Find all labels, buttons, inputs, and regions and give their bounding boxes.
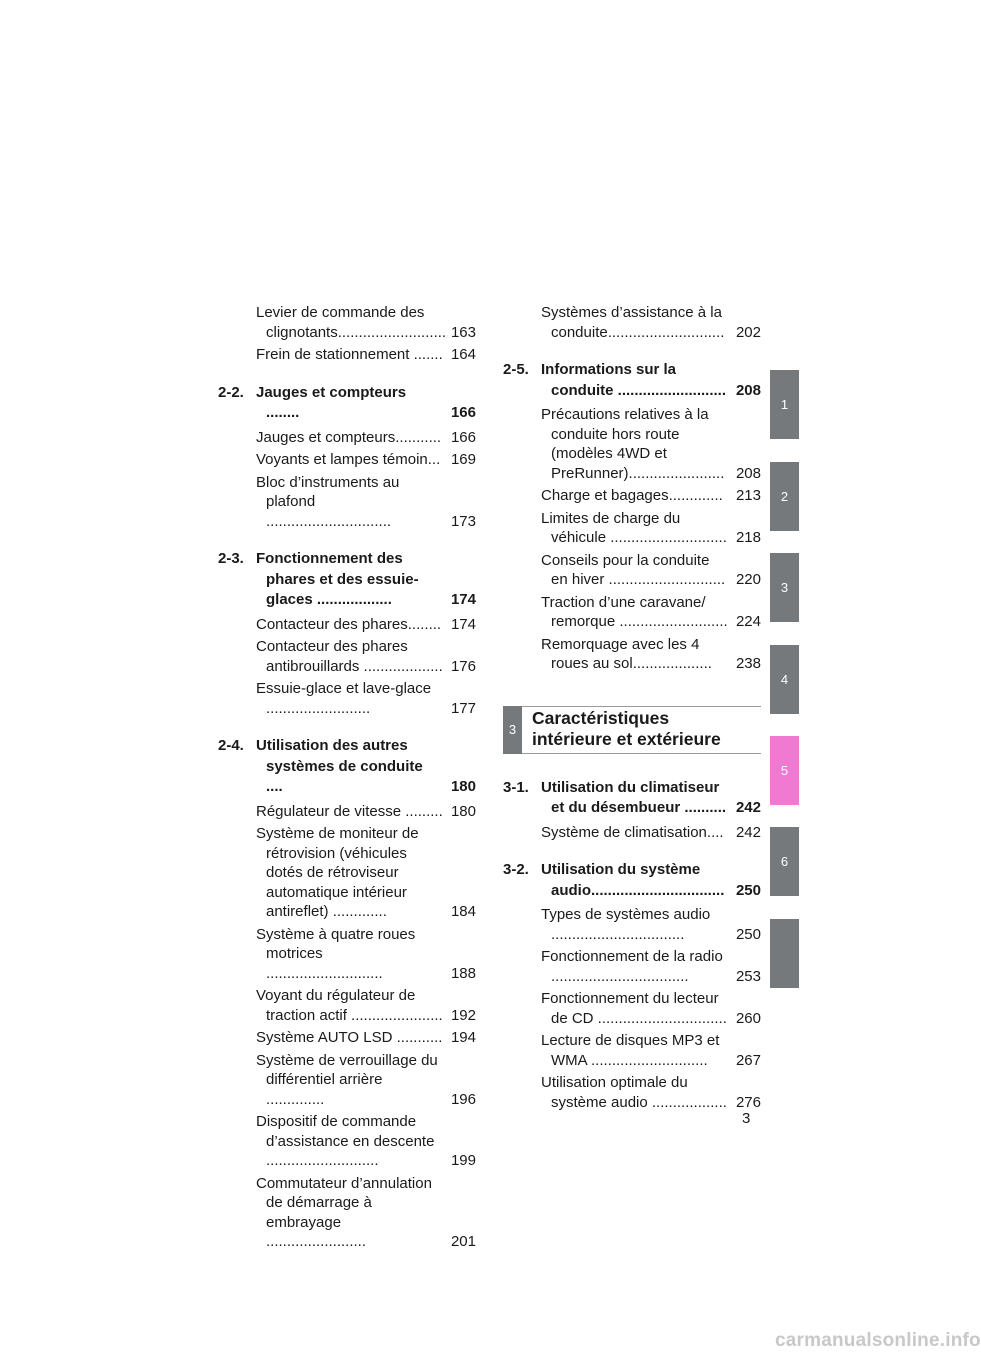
toc-section-2-4[interactable]: 2-4. Utilisation des autres systèmes de conduite .... 180 (218, 737, 476, 795)
toc-entry[interactable]: Limites de charge du véhicule ............................ 218 (541, 509, 761, 546)
page-number: 3 (742, 1110, 751, 1127)
chapter-tab-3[interactable]: 3 (770, 553, 799, 622)
toc-entry[interactable]: Contacteur des phares antibrouillards ................... 176 (256, 638, 476, 675)
chapter-tab-7[interactable] (770, 919, 799, 988)
toc-entry[interactable]: Conseils pour la conduite en hiver ............................ 220 (541, 551, 761, 588)
toc-entry[interactable]: Frein de stationnement ....... 164 (256, 346, 476, 363)
toc-entry[interactable]: Système AUTO LSD ........... 194 (256, 1029, 476, 1046)
chapter-tab-5-active[interactable]: 5 (770, 736, 799, 805)
toc-entry[interactable]: Traction d’une caravane/ remorque .......................... 224 (541, 593, 761, 630)
chapter-tab-6[interactable]: 6 (770, 827, 799, 896)
chapter-number-badge: 3 (503, 706, 522, 754)
toc-entry[interactable]: Voyants et lampes témoin... 169 (256, 451, 476, 468)
toc-left-column (218, 303, 476, 1255)
toc-entry[interactable]: Voyant du régulateur de traction actif ...................... 192 (256, 987, 476, 1024)
toc-entry[interactable]: Système de moniteur de rétrovision (véhicules dotés de rétroviseur automatique intérieur antireflet) ............. 184 (256, 825, 476, 920)
toc-entry[interactable]: Précautions relatives à la conduite hors route (modèles 4WD et PreRunner)....................... 208 (541, 406, 761, 482)
toc-entry[interactable]: Contacteur des phares........ 174 (256, 615, 476, 633)
toc-entry[interactable]: Remorquage avec les 4 roues au sol................... 238 (541, 635, 761, 672)
chapter-header[interactable] (503, 706, 761, 754)
toc-entry[interactable]: Utilisation optimale du système audio .................. 276 (541, 1074, 761, 1111)
toc-entry[interactable]: Fonctionnement du lecteur de CD ............................... 260 (541, 990, 761, 1027)
chapter-title: Caractéristiques intérieure et extérieure (532, 707, 721, 749)
toc-entry[interactable]: Levier de commande des clignotants.......................... 163 (256, 304, 476, 341)
toc-entry[interactable]: Lecture de disques MP3 et WMA ............................ 267 (541, 1032, 761, 1069)
toc-entry[interactable]: Systèmes d’assistance à la conduite............................ 202 (541, 304, 761, 341)
toc-section-2-2[interactable]: 2-2. Jauges et compteurs ........ 166 (218, 383, 476, 421)
toc-entry[interactable]: Charge et bagages............. 213 (541, 487, 761, 504)
toc-section-3-1[interactable]: 3-1. Utilisation du climatiseur et du désembueur .......... 242 (503, 778, 761, 816)
chapter-tab-4[interactable]: 4 (770, 645, 799, 714)
toc-entry[interactable]: Bloc d’instruments au plafond .............................. 173 (256, 473, 476, 530)
chapter-tab-1[interactable]: 1 (770, 370, 799, 439)
toc-section-2-5[interactable]: 2-5. Informations sur la conduite .......................... 208 (503, 361, 761, 399)
toc-section-3-2[interactable]: 3-2. Utilisation du système audio................................ 250 (503, 861, 761, 899)
toc-section-2-3[interactable]: 2-3. Fonctionnement des phares et des essuie-glaces .................. 174 (218, 550, 476, 608)
toc-entry[interactable]: Types de systèmes audio ................................ 250 (541, 906, 761, 943)
toc-entry[interactable]: Commutateur d’annulation de démarrage à embrayage ........................ 201 (256, 1174, 476, 1250)
toc-right-column (503, 303, 761, 1115)
toc-entry[interactable]: Système à quatre roues motrices ............................ 188 (256, 925, 476, 982)
toc-entry[interactable]: Fonctionnement de la radio ................................. 253 (541, 948, 761, 985)
toc-entry[interactable]: Essuie-glace et lave-glace ......................... 177 (256, 680, 476, 717)
chapter-tab-2[interactable]: 2 (770, 462, 799, 531)
toc-entry[interactable]: Système de climatisation.... 242 (541, 823, 761, 841)
toc-entry[interactable]: Jauges et compteurs........... 166 (256, 428, 476, 446)
toc-entry[interactable]: Système de verrouillage du différentiel arrière .............. 196 (256, 1051, 476, 1108)
toc-entry[interactable]: Dispositif de commande d’assistance en descente ........................... 199 (256, 1113, 476, 1169)
watermark-footer: carmanualsonline.info (775, 1330, 981, 1351)
toc-entry[interactable]: Régulateur de vitesse ......... 180 (256, 802, 476, 820)
